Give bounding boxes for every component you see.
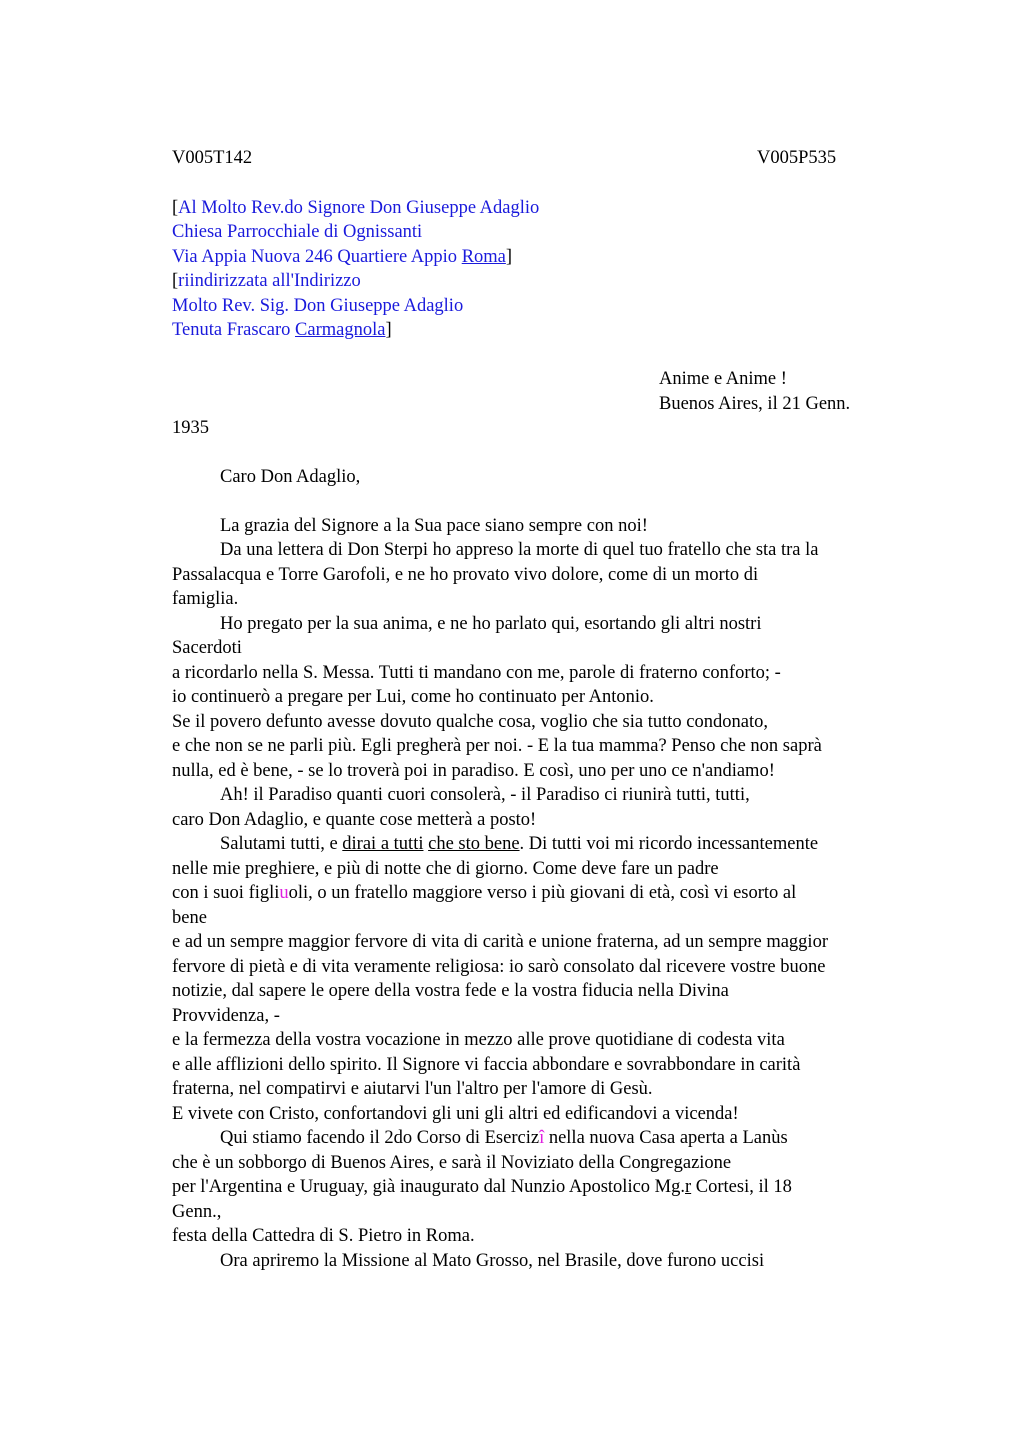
address-estate-text: Tenuta Frascaro — [172, 320, 296, 340]
address-street-text: Via Appia Nuova 246 Quartiere Appio — [172, 247, 462, 267]
address-line: [Al Molto Rev.do Signore Don Giuseppe Adaglio — [172, 198, 540, 218]
body-line: Passalacqua e Torre Garofoli, e ne ho provato vivo dolore, come di un morto di — [172, 565, 759, 585]
address-church: Chiesa Parrocchiale di Ognissanti — [172, 222, 423, 242]
body-line — [220, 1126, 788, 1150]
underlined-phrase: dirai a tutti — [342, 834, 424, 854]
body-line: famiglia. — [172, 589, 239, 609]
body-line: fraterna, nel compatirvi e aiutarvi l'un l'altro per l'amore di Gesù. — [172, 1079, 653, 1099]
text-segment: per l'Argentina e Uruguay, già inaugurato dal Nunzio Apostolico Mg. — [172, 1177, 685, 1197]
body-line: Provvidenza, - — [172, 1006, 280, 1026]
body-line: Genn., — [172, 1202, 222, 1222]
underlined-abbrev: r — [685, 1177, 692, 1197]
text-segment: Qui stiamo facendo il 2do Corso di Eserciz — [220, 1128, 540, 1148]
body-line — [172, 1175, 792, 1199]
body-line: nelle mie preghiere, e più di notte che di giorno. Come deve fare un padre — [172, 859, 719, 879]
text-segment: Cortesi, il 18 — [691, 1177, 792, 1197]
body-line: Ora apriremo la Missione al Mato Grosso, nel Brasile, dove furono uccisi — [220, 1251, 765, 1271]
address-city-link[interactable]: Roma — [461, 247, 506, 267]
underlined-phrase: che sto bene — [428, 834, 520, 854]
address-estate: Tenuta Frascaro Carmagnola] — [172, 320, 392, 340]
body-line: notizie, dal sapere le opere della vostra fede e la vostra fiducia nella Divina — [172, 981, 729, 1001]
motto: Anime e Anime ! — [659, 369, 787, 389]
body-line: nulla, ed è bene, - se lo troverà poi in paradiso. E così, uno per uno ce n'andiamo! — [172, 761, 775, 781]
body-line: che è un sobborgo di Buenos Aires, e sarà il Noviziato della Congregazione — [172, 1153, 732, 1173]
body-line: fervore di pietà e di vita veramente religiosa: io sarò consolato dal ricevere vostre buone — [172, 957, 826, 977]
text-segment: nella nuova Casa aperta a Lanùs — [544, 1128, 788, 1148]
dateline: Buenos Aires, il 21 Genn. — [659, 394, 851, 414]
text-segment: con i suoi figli — [172, 883, 280, 903]
address-street: Via Appia Nuova 246 Quartiere Appio Roma] — [172, 247, 513, 267]
body-line: a ricordarlo nella S. Messa. Tutti ti mandano con me, parole di fraterno conforto; - — [172, 663, 781, 683]
body-line — [220, 832, 818, 856]
text-segment: Salutami tutti, e — [220, 834, 343, 854]
body-line: E vivete con Cristo, confortandovi gli uni gli altri ed edificandovi a vicenda! — [172, 1104, 739, 1124]
address-forward-text: riindirizzata all'Indirizzo — [178, 271, 361, 291]
correction-mark: î — [539, 1128, 545, 1148]
text-segment: oli, o un fratello maggiore verso i più giovani di età, così vi esorto al — [288, 883, 797, 903]
body-line: Ah! il Paradiso quanti cuori consolerà, - il Paradiso ci riunirà tutti, tutti, — [220, 785, 750, 805]
body-line: Da una lettera di Don Sterpi ho appreso la morte di quel tuo fratello che sta tra la — [220, 540, 819, 560]
address-forward-note: [riindirizzata all'Indirizzo — [172, 271, 361, 291]
address-recipient-2: Molto Rev. Sig. Don Giuseppe Adaglio — [172, 296, 464, 316]
doc-code-left: V005T142 — [172, 148, 253, 168]
body-line: festa della Cattedra di S. Pietro in Roma. — [172, 1226, 475, 1246]
salutation: Caro Don Adaglio, — [220, 467, 361, 487]
text-segment: . Di tutti voi mi ricordo incessantemente — [519, 834, 819, 854]
body-line — [172, 881, 796, 905]
body-line: Sacerdoti — [172, 638, 242, 658]
body-line: Ho pregato per la sua anima, e ne ho parlato qui, esortando gli altri nostri — [220, 614, 762, 634]
page-code-right: V005P535 — [757, 148, 837, 168]
body-line: e la fermezza della vostra vocazione in mezzo alle prove quotidiane di codesta vita — [172, 1030, 785, 1050]
body-line: La grazia del Signore a la Sua pace siano sempre con noi! — [220, 516, 648, 536]
body-line: Se il povero defunto avesse dovuto qualche cosa, voglio che sia tutto condonato, — [172, 712, 768, 732]
body-line: caro Don Adaglio, e quante cose metterà a posto! — [172, 810, 537, 830]
body-line: io continuerò a pregare per Lui, come ho continuato per Antonio. — [172, 687, 654, 707]
year: 1935 — [172, 418, 209, 438]
body-line: bene — [172, 908, 207, 928]
body-line: e alle afflizioni dello spirito. Il Signore vi faccia abbondare e sovrabbondare in carità — [172, 1055, 801, 1075]
address-city-link-2[interactable]: Carmagnola — [295, 320, 386, 340]
correction-mark: u — [279, 883, 289, 903]
body-line: e che non se ne parli più. Egli pregherà per noi. - E la tua mamma? Penso che non saprà — [172, 736, 822, 756]
address-recipient: Al Molto Rev.do Signore Don Giuseppe Adaglio — [178, 198, 540, 218]
body-line: e ad un sempre maggior fervore di vita di carità e unione fraterna, ad un sempre maggior — [172, 932, 828, 952]
